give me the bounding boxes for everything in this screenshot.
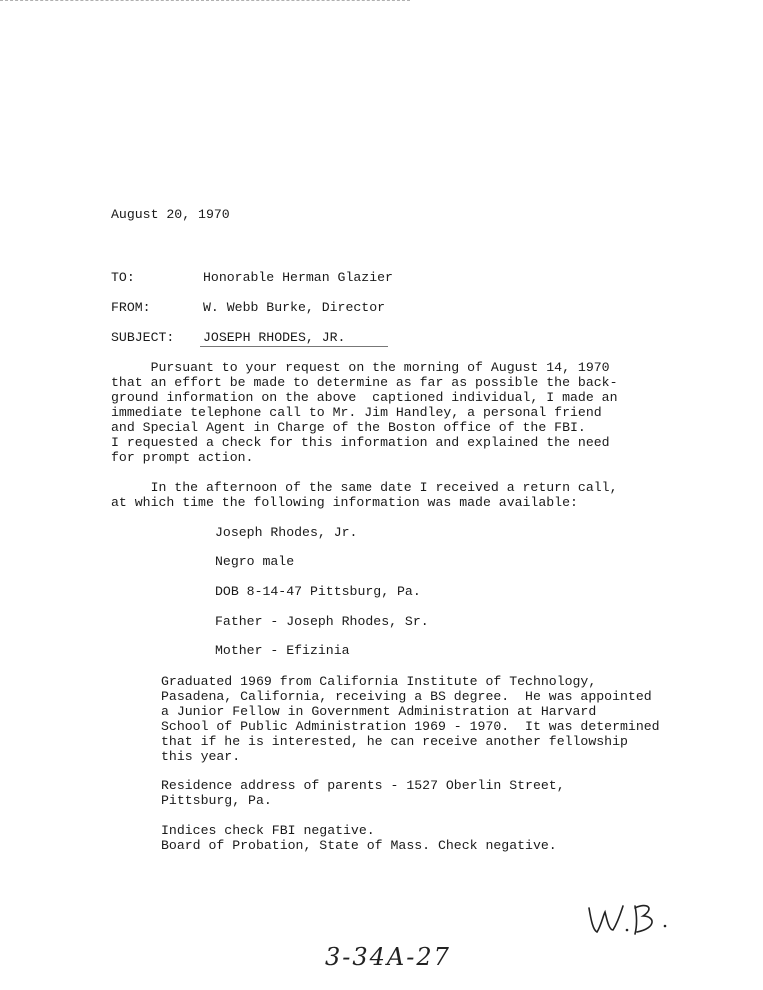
paragraph-line: immediate telephone call to Mr. Jim Handley, a personal friend <box>111 405 602 420</box>
paragraph-line: Pursuant to your request on the morning of August 14, 1970 <box>111 360 610 375</box>
education-line: this year. <box>161 749 241 764</box>
detail-name: Joseph Rhodes, Jr. <box>215 525 358 540</box>
paragraph-line: I requested a check for this information and explained the need <box>111 435 610 450</box>
paragraph-line: ground information on the above captioned individual, I made an <box>111 390 618 405</box>
education-line: School of Public Administration 1969 - 1970. It was determined <box>161 719 660 734</box>
memo-date: August 20, 1970 <box>111 207 230 222</box>
paragraph-line: for prompt action. <box>111 450 254 465</box>
education-line: that if he is interested, he can receive another fellowship <box>161 734 628 749</box>
detail-dob: DOB 8-14-47 Pittsburg, Pa. <box>215 584 421 599</box>
from-value: W. Webb Burke, Director <box>203 300 386 315</box>
subject-label: SUBJECT: <box>111 330 175 345</box>
paragraph-line: at which time the following information was made available: <box>111 495 578 510</box>
subject-value: JOSEPH RHODES, JR. <box>203 330 346 345</box>
education-line: Graduated 1969 from California Institute of Technology, <box>161 674 597 689</box>
top-perforation <box>0 0 410 1</box>
detail-mother: Mother - Efizinia <box>215 643 350 658</box>
residence-line: Pittsburg, Pa. <box>161 793 272 808</box>
paragraph-line: that an effort be made to determine as far as possible the back- <box>111 375 618 390</box>
to-label: TO: <box>111 270 135 285</box>
education-line: Pasadena, California, receiving a BS degree. He was appointed <box>161 689 652 704</box>
from-label: FROM: <box>111 300 151 315</box>
signature-icon <box>585 896 675 940</box>
check-line: Indices check FBI negative. <box>161 823 375 838</box>
handwritten-file-number: 3-34A-27 <box>325 943 451 971</box>
to-value: Honorable Herman Glazier <box>203 270 393 285</box>
paragraph-line: and Special Agent in Charge of the Boston office of the FBI. <box>111 420 586 435</box>
check-line: Board of Probation, State of Mass. Check negative. <box>161 838 557 853</box>
handwritten-initials <box>585 896 675 940</box>
residence-line: Residence address of parents - 1527 Oberlin Street, <box>161 778 565 793</box>
subject-underline <box>200 346 388 347</box>
education-line: a Junior Fellow in Government Administration at Harvard <box>161 704 597 719</box>
detail-race: Negro male <box>215 554 295 569</box>
paragraph-line: In the afternoon of the same date I received a return call, <box>111 480 618 495</box>
detail-father: Father - Joseph Rhodes, Sr. <box>215 614 429 629</box>
